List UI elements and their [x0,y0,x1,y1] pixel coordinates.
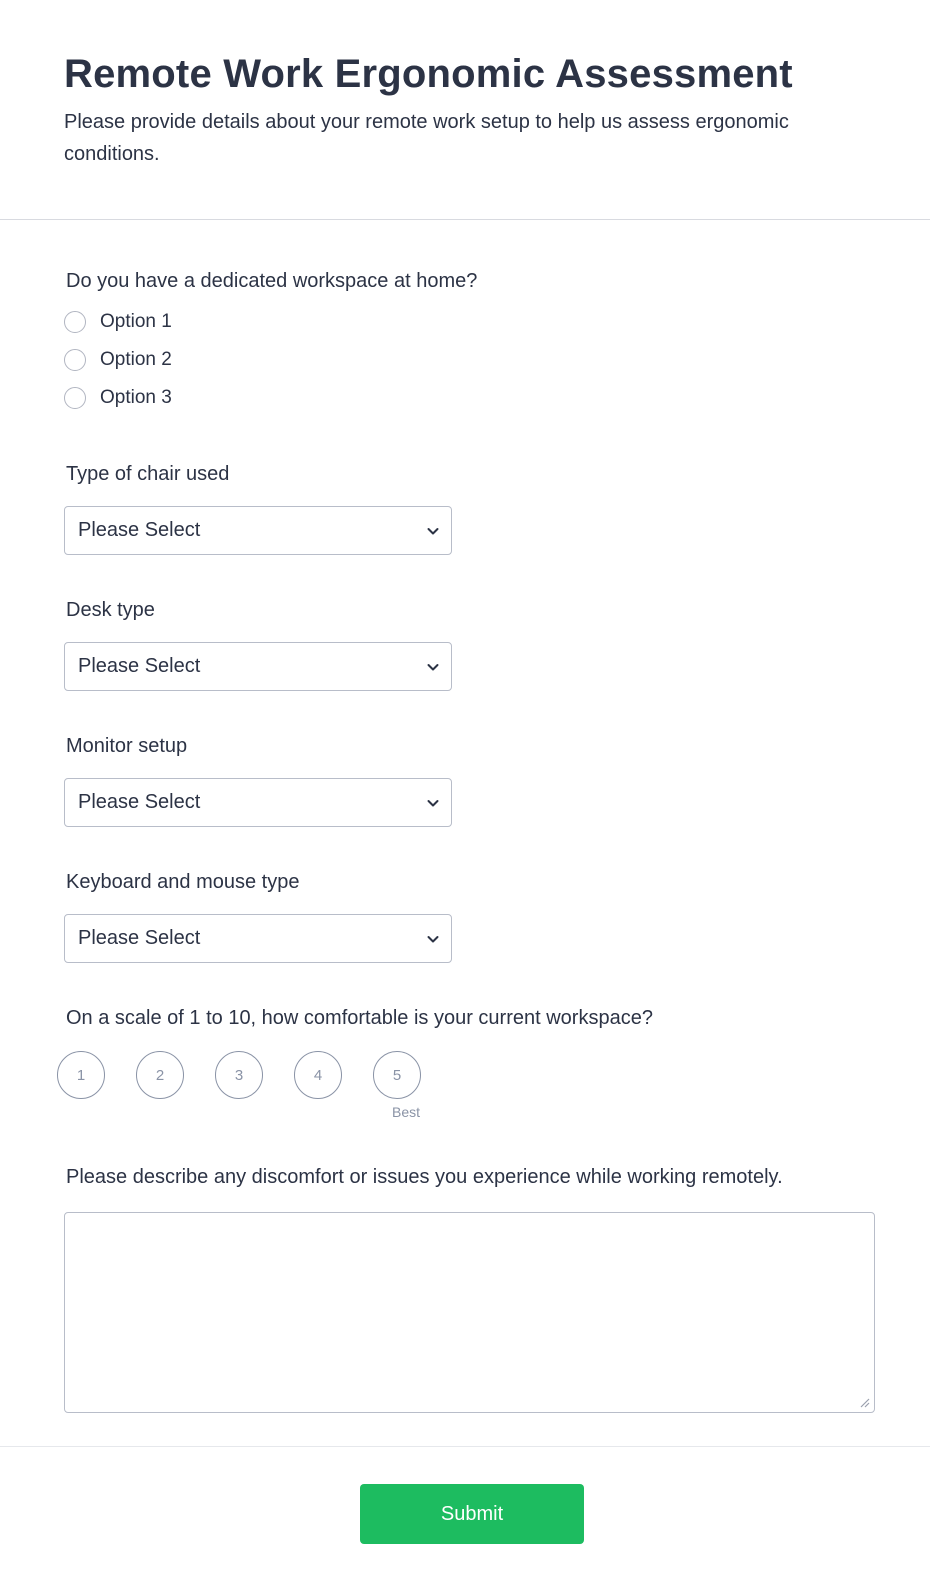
radio-option-1[interactable] [64,309,172,335]
form-header [0,0,930,220]
discomfort-textarea[interactable] [64,1212,875,1413]
radio-circle-icon[interactable] [64,311,86,333]
desk-type-label: Desk type [66,599,155,621]
resize-grip-icon[interactable] [858,1396,870,1408]
monitor-setup-label: Monitor setup [66,735,188,757]
footer-divider [0,1446,930,1447]
radio-circle-icon[interactable] [64,387,86,409]
scale-option-3[interactable]: 3 [215,1051,263,1099]
radio-option-2[interactable] [64,347,172,373]
radio-circle-icon[interactable] [64,349,86,371]
chevron-down-icon [425,659,441,675]
scale-option-1[interactable]: 1 [57,1051,105,1099]
monitor-setup-value: Please Select [78,791,201,813]
page-title: Remote Work Ergonomic Assessment [64,52,793,96]
radio-option-label: Option 1 [100,311,172,332]
workspace-question-label: Do you have a dedicated workspace at home? [66,270,478,292]
discomfort-label: Please describe any discomfort or issues you experience while working remotely. [66,1166,783,1188]
scale-option-2[interactable]: 2 [136,1051,184,1099]
monitor-setup-select[interactable] [64,778,452,827]
keyboard-mouse-value: Please Select [78,927,201,949]
submit-button[interactable]: Submit [360,1484,584,1544]
scale-option-4[interactable]: 4 [294,1051,342,1099]
radio-option-label: Option 3 [100,387,172,408]
comfort-scale-label: On a scale of 1 to 10, how comfortable is your current workspace? [66,1007,653,1029]
chevron-down-icon [425,523,441,539]
chair-type-value: Please Select [78,519,201,541]
radio-option-label: Option 2 [100,349,172,370]
desk-type-select[interactable] [64,642,452,691]
chair-type-label: Type of chair used [66,463,230,485]
keyboard-mouse-label: Keyboard and mouse type [66,871,300,893]
scale-best-label: Best [392,1104,421,1120]
keyboard-mouse-select[interactable] [64,914,452,963]
radio-option-3[interactable] [64,385,172,411]
chevron-down-icon [425,931,441,947]
desk-type-value: Please Select [78,655,201,677]
chair-type-select[interactable] [64,506,452,555]
page-subtitle: Please provide details about your remote work setup to help us assess ergonomic conditions. [64,111,789,165]
scale-option-5[interactable]: 5 [373,1051,421,1099]
chevron-down-icon [425,795,441,811]
